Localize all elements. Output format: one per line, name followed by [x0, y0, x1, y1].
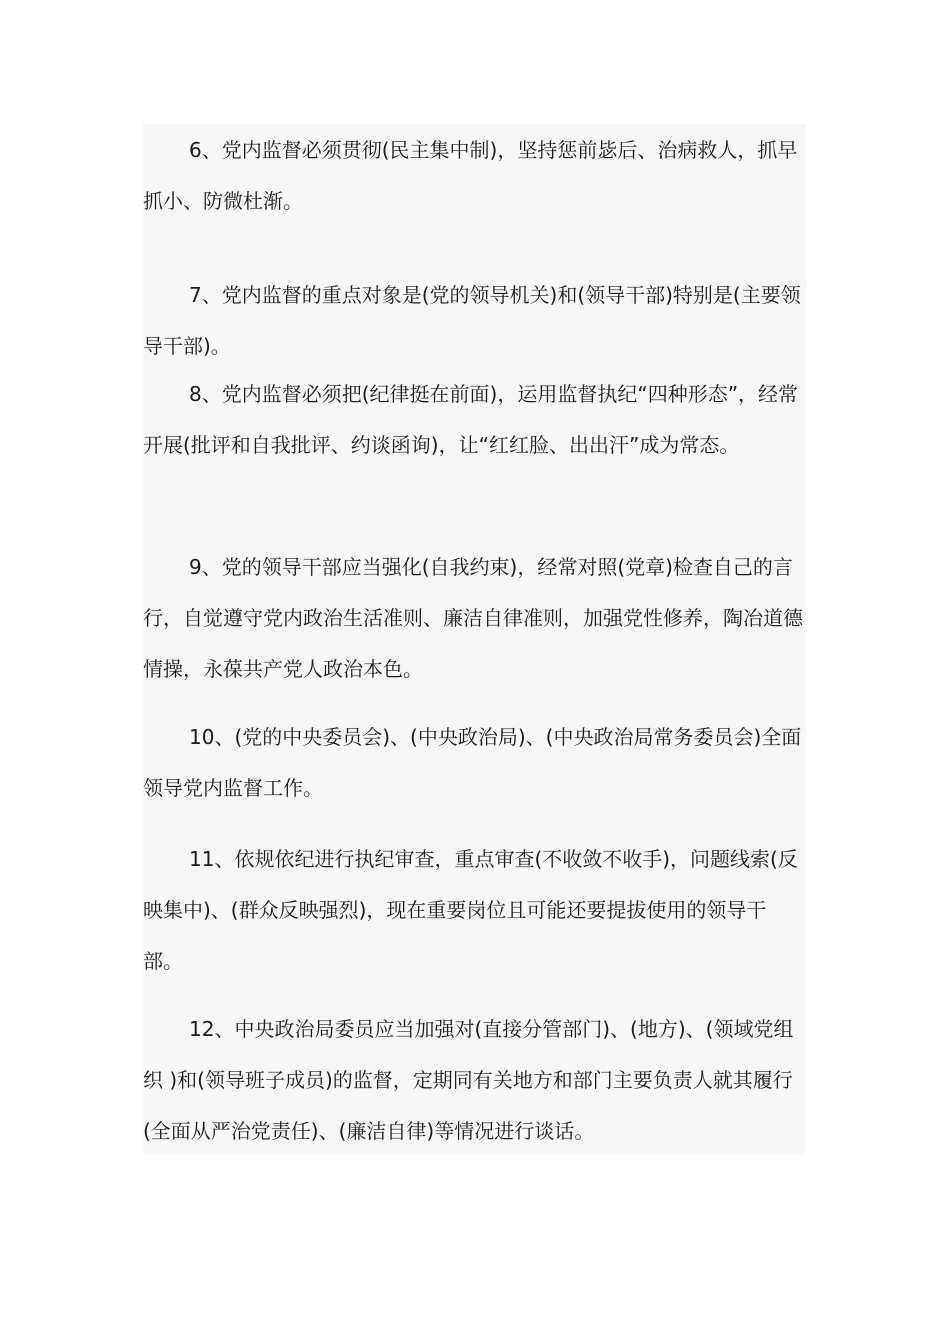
- paragraph-item-7: 7、党内监督的重点对象是(党的领导机关)和(领导干部)特别是(主要领导干部)。: [143, 283, 801, 358]
- content-block: [143, 124, 806, 1155]
- paragraph-item-6: 6、党内监督必须贯彻(民主集中制)，坚持惩前毖后、治病救人，抓早抓小、防微杜渐。: [143, 138, 798, 213]
- paragraph-item-11: 11、依规依纪进行执纪审查，重点审查(不收敛不收手)，问题线索(反映集中)、(群众反映强烈)，现在重要岗位且可能还要提拔使用的领导干部。: [143, 847, 798, 973]
- paragraph-item-9: 9、党的领导干部应当强化(自我约束)，经常对照(党章)检查自己的言行，自觉遵守党内政治生活准则、廉洁自律准则，加强党性修养，陶冶道德情操，永葆共产党人政治本色。: [143, 555, 803, 681]
- paragraph-item-8: 8、党内监督必须把(纪律挺在前面)，运用监督执纪“四种形态”，经常开展(批评和自我批评、约谈函询)，让“红红脸、出出汗”成为常态。: [143, 382, 799, 457]
- paragraph-item-12: 12、中央政治局委员应当加强对(直接分管部门)、(地方)、(领域党组织 )和(领导班子成员)的监督，定期同有关地方和部门主要负责人就其履行(全面从严治党责任)、(廉洁自律)等情况进行谈话。: [143, 1017, 794, 1143]
- paragraph-item-10: 10、(党的中央委员会)、(中央政治局)、(中央政治局常务委员会)全面领导党内监督工作。: [143, 725, 802, 800]
